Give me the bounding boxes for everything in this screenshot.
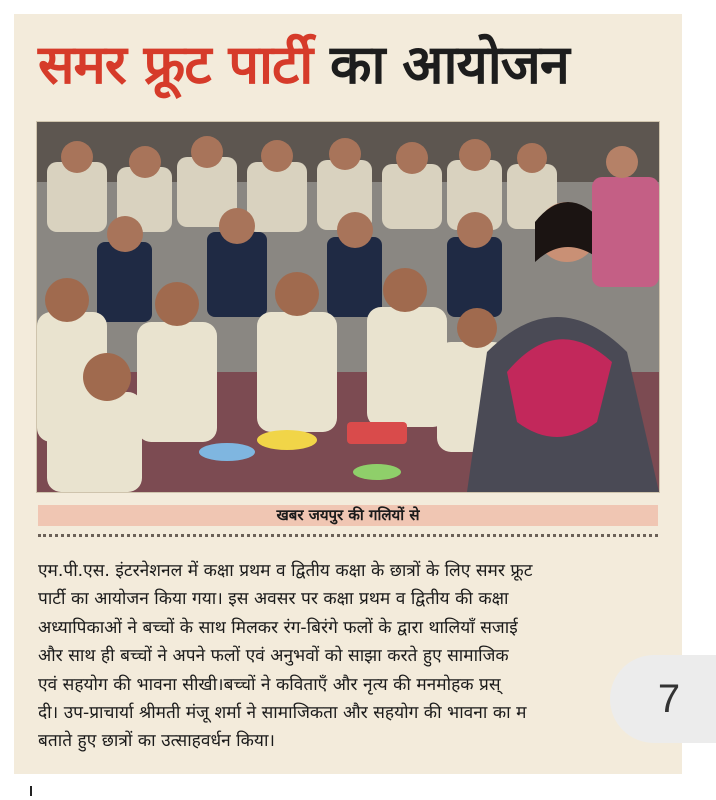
- body-line: दी। उप-प्राचार्या श्रीमती मंजू शर्मा ने सामाजिकता और सहयोग की भावना का म: [38, 703, 527, 724]
- body-line: पार्टी का आयोजन किया गया। इस अवसर पर कक्षा प्रथम व द्वितीय की कक्षा: [38, 589, 509, 610]
- dotted-divider: [38, 534, 658, 541]
- headline: [38, 26, 678, 104]
- edge-mark: [30, 786, 38, 796]
- article-body: [38, 557, 658, 772]
- body-line: बताते हुए छात्रों का उत्साहवर्धन किया।: [38, 731, 275, 752]
- classroom-photo: [36, 121, 660, 493]
- body-line: और साथ ही बच्चों ने अपने फलों एवं अनुभवों को साझा करते हुए सामाजिक: [38, 646, 509, 667]
- photo-illustration: [37, 122, 659, 492]
- body-line: एम.पी.एस. इंटरनेशनल में कक्षा प्रथम व द्वितीय कक्षा के छात्रों के लिए समर फ्रूट: [38, 561, 533, 581]
- body-line: एवं सहयोग की भावना सीखी।बच्चों ने कविताएँ और नृत्य की मनमोहक प्रस्: [38, 674, 501, 695]
- byline: खबर जयपुर की गलियों से: [276, 506, 420, 524]
- page-number-badge[interactable]: [610, 655, 716, 743]
- body-line: अध्यापिकाओं ने बच्चों के साथ मिलकर रंग-बिरंगे फलों के द्वारा थालियाँ सजाई: [38, 617, 518, 638]
- headline-red-part: समर फ्रूट पार्टी: [38, 33, 313, 96]
- page-number: 7: [657, 677, 681, 721]
- headline-dark-part: का आयोजन: [330, 33, 569, 96]
